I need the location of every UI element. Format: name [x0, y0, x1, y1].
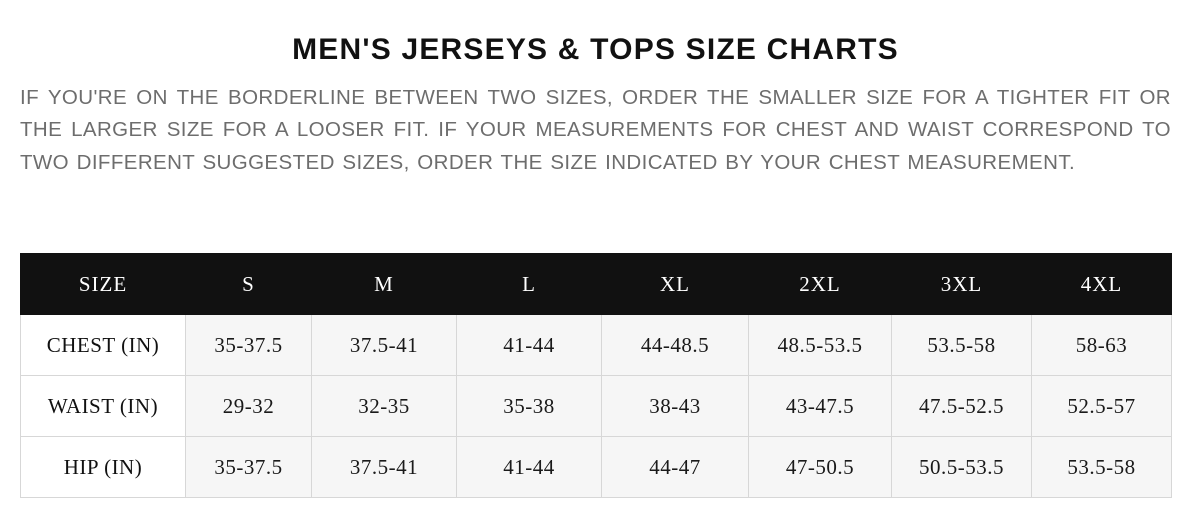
cell-waist-3xl: 47.5-52.5	[892, 376, 1032, 437]
column-header-xl: XL	[602, 254, 749, 315]
column-header-2xl: 2XL	[749, 254, 892, 315]
cell-waist-m: 32-35	[312, 376, 457, 437]
cell-chest-4xl: 58-63	[1032, 315, 1172, 376]
cell-waist-xl: 38-43	[602, 376, 749, 437]
cell-hip-m: 37.5-41	[312, 437, 457, 498]
cell-chest-s: 35-37.5	[186, 315, 312, 376]
table-row	[21, 437, 1172, 498]
column-header-s: S	[186, 254, 312, 315]
column-header-3xl: 3XL	[892, 254, 1032, 315]
intro-paragraph: IF YOU'RE ON THE BORDERLINE BETWEEN TWO SIZES, ORDER THE SMALLER SIZE FOR A TIGHTER FIT OR THE LARGER SIZE FOR A LOOSER FIT. IF YOUR MEASUREMENTS FOR CHEST AND WAIST CORRESPOND TO TWO DIFFERENT SUGGESTED SIZES, ORDER THE SIZE INDICATED BY YOUR CHEST MEASUREMENT.	[20, 86, 1171, 174]
column-header-size: SIZE	[21, 254, 186, 315]
cell-chest-m: 37.5-41	[312, 315, 457, 376]
table-row	[21, 376, 1172, 437]
cell-hip-s: 35-37.5	[186, 437, 312, 498]
row-label-chest: CHEST (IN)	[21, 315, 186, 376]
column-header-4xl: 4XL	[1032, 254, 1172, 315]
cell-waist-l: 35-38	[457, 376, 602, 437]
table-row	[21, 315, 1172, 376]
column-header-l: L	[457, 254, 602, 315]
cell-hip-xl: 44-47	[602, 437, 749, 498]
column-header-m: M	[312, 254, 457, 315]
size-chart-table-container	[20, 253, 1171, 498]
cell-hip-2xl: 47-50.5	[749, 437, 892, 498]
cell-chest-xl: 44-48.5	[602, 315, 749, 376]
cell-waist-s: 29-32	[186, 376, 312, 437]
page-title: MEN'S JERSEYS & TOPS SIZE CHARTS	[292, 33, 899, 66]
cell-hip-3xl: 50.5-53.5	[892, 437, 1032, 498]
table-header-row	[21, 254, 1172, 315]
row-label-hip: HIP (IN)	[21, 437, 186, 498]
cell-chest-2xl: 48.5-53.5	[749, 315, 892, 376]
size-chart-table	[20, 253, 1172, 498]
cell-chest-3xl: 53.5-58	[892, 315, 1032, 376]
cell-chest-l: 41-44	[457, 315, 602, 376]
cell-hip-4xl: 53.5-58	[1032, 437, 1172, 498]
cell-waist-2xl: 43-47.5	[749, 376, 892, 437]
cell-waist-4xl: 52.5-57	[1032, 376, 1172, 437]
row-label-waist: WAIST (IN)	[21, 376, 186, 437]
cell-hip-l: 41-44	[457, 437, 602, 498]
